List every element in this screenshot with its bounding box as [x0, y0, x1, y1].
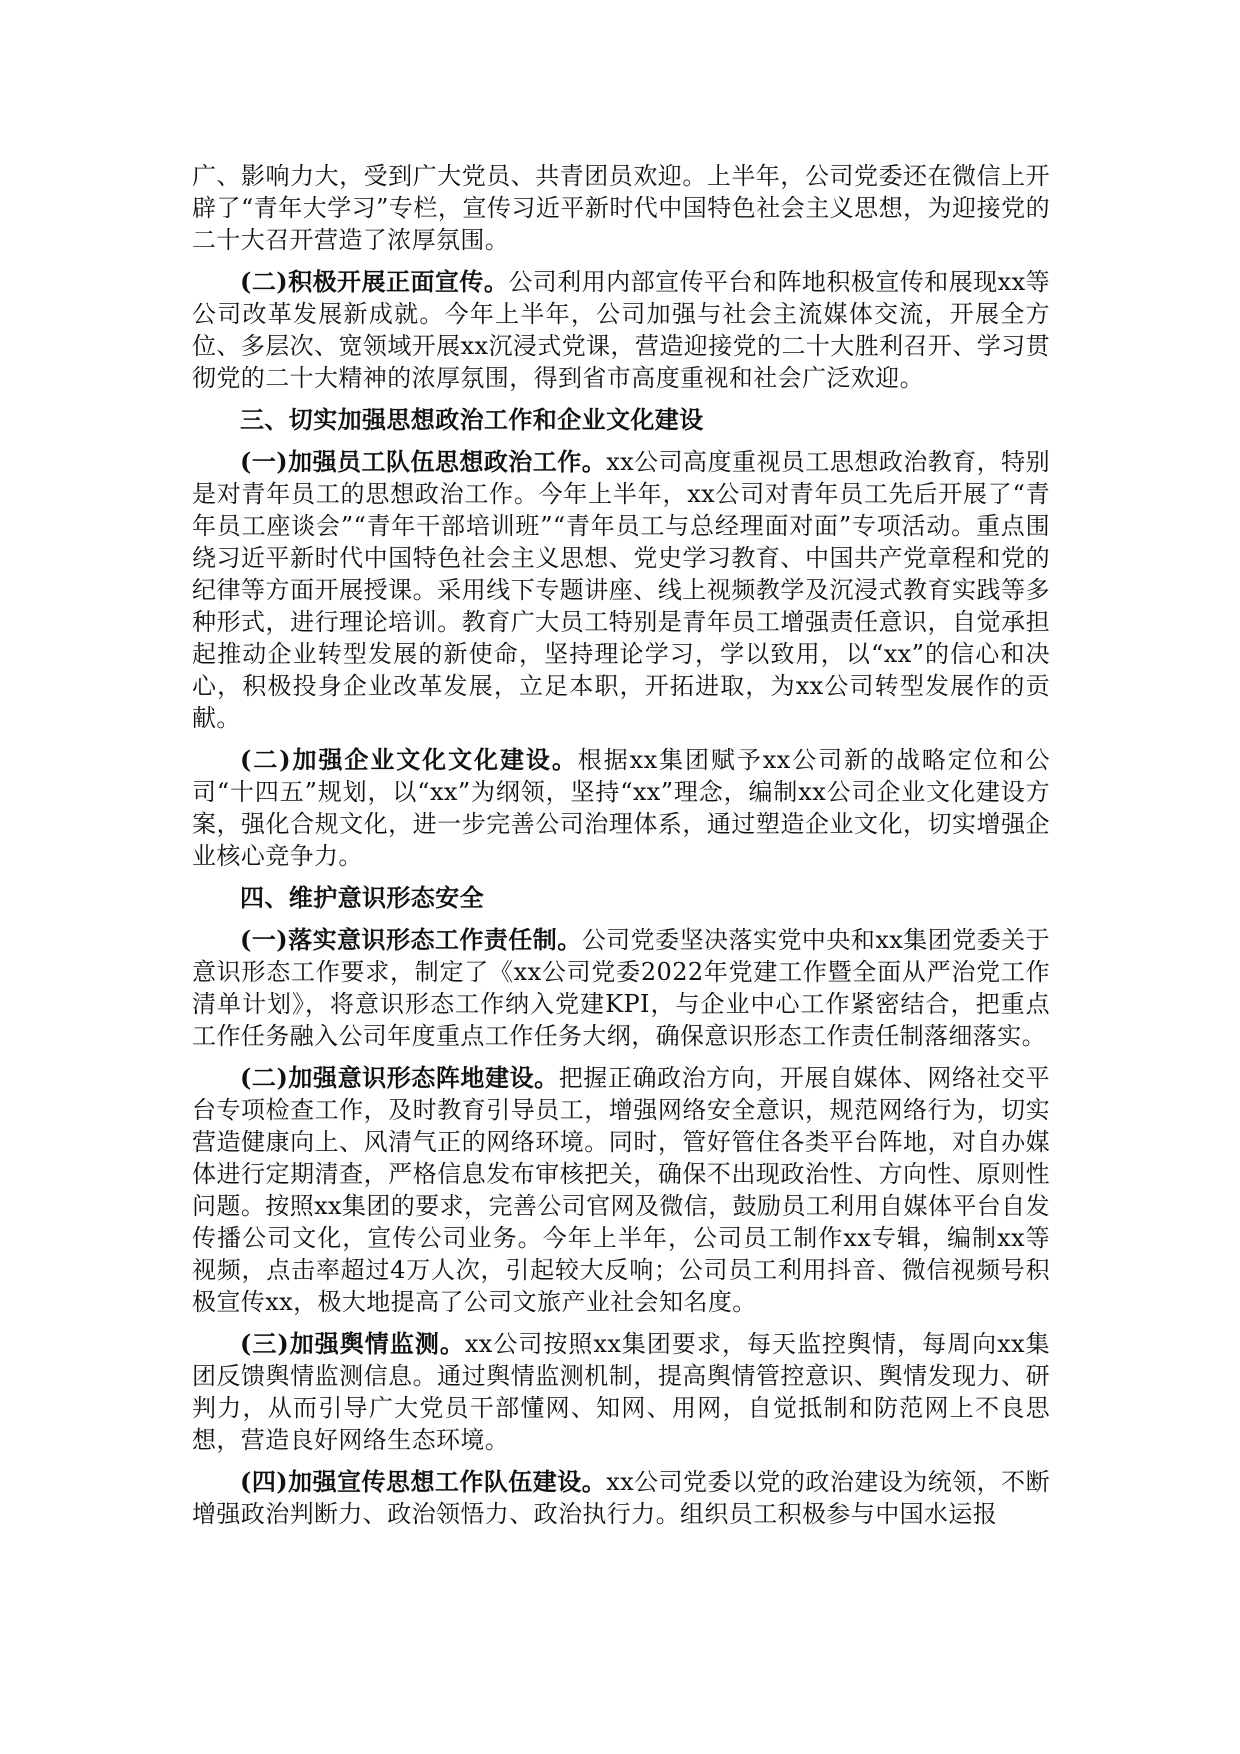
section-heading-four: [192, 882, 1050, 914]
paragraph-lead: (四)加强宣传思想工作队伍建设。: [240, 1467, 607, 1496]
paragraph-text: xx公司党委以党的政治建设为统领，不断增强政治判断力、政治领悟力、政治执行力。组织员工积极参与中国水运报: [192, 1468, 1050, 1528]
paragraph-opinion-monitoring: [192, 1328, 1050, 1456]
paragraph-responsibility-system: [192, 924, 1050, 1052]
section-heading-text: 三、切实加强思想政治工作和企业文化建设: [240, 406, 704, 434]
paragraph-continuation: [192, 160, 1050, 256]
document-page: [192, 160, 1050, 1540]
section-heading-three: [192, 404, 1050, 436]
paragraph-text: xx公司高度重视员工思想政治教育，特别是对青年员工的思想政治工作。今年上半年，xx公司对青年员工先后开展了“青年员工座谈会”“青年干部培训班”“青年员工与总经理面对面”专项活动。重点围绕习近平新时代中国特色社会主义思想、党史学习教育、中国共产党章程和党的纪律等方面开展授课。采用线下专题讲座、线上视频教学及沉浸式教育实践等多种形式，进行理论培训。教育广大员工特别是青年员工增强责任意识，自觉承担起推动企业转型发展的新使命，坚持理论学习，学以致用，以“xx”的信心和决心，积极投身企业改革发展，立足本职，开拓进取，为xx公司转型发展作的贡献。: [192, 448, 1050, 732]
paragraph-staff-ideology: [192, 446, 1050, 734]
paragraph-corporate-culture: [192, 744, 1050, 872]
paragraph-text: 公司利用内部宣传平台和阵地积极宣传和展现xx等公司改革发展新成就。今年上半年，公司加强与社会主流媒体交流，开展全方位、多层次、宽领域开展xx沉浸式党课，营造迎接党的二十大胜利召开、学习贯彻党的二十大精神的浓厚氛围，得到省市高度重视和社会广泛欢迎。: [192, 268, 1050, 392]
paragraph-lead: (二)积极开展正面宣传。: [240, 267, 509, 296]
paragraph-text: 公司党委坚决落实党中央和xx集团党委关于意识形态工作要求，制定了《xx公司党委2022年党建工作暨全面从严治党工作清单计划》，将意识形态工作纳入党建KPI，与企业中心工作紧密结合，把重点工作任务融入公司年度重点工作任务大纲，确保意识形态工作责任制落细落实。: [192, 926, 1050, 1050]
paragraph-text: 把握正确政治方向，开展自媒体、网络社交平台专项检查工作，及时教育引导员工，增强网络安全意识，规范网络行为，切实营造健康向上、风清气正的网络环境。同时，管好管住各类平台阵地，对自办媒体进行定期清查，严格信息发布审核把关，确保不出现政治性、方向性、原则性问题。按照xx集团的要求，完善公司官网及微信，鼓励员工利用自媒体平台自发传播公司文化，宣传公司业务。今年上半年，公司员工制作xx专辑，编制xx等视频，点击率超过4万人次，引起较大反响；公司员工利用抖音、微信视频号积极宣传xx，极大地提高了公司文旅产业社会知名度。: [192, 1064, 1051, 1316]
paragraph-lead: (二)加强企业文化文化建设。: [240, 745, 578, 774]
section-heading-text: 四、维护意识形态安全: [240, 884, 484, 912]
paragraph-lead: (一)加强员工队伍思想政治工作。: [240, 447, 607, 476]
paragraph-lead: (一)落实意识形态工作责任制。: [240, 925, 582, 954]
paragraph-lead: (二)加强意识形态阵地建设。: [240, 1063, 559, 1092]
paragraph-text: 广、影响力大，受到广大党员、共青团员欢迎。上半年，公司党委还在微信上开辟了“青年大学习”专栏，宣传习近平新时代中国特色社会主义思想，为迎接党的二十大召开营造了浓厚氛围。: [192, 162, 1050, 254]
paragraph-positive-publicity: [192, 266, 1050, 394]
paragraph-lead: (三)加强舆情监测。: [240, 1329, 465, 1358]
paragraph-text: xx公司按照xx集团要求，每天监控舆情，每周向xx集团反馈舆情监测信息。通过舆情监测机制，提高舆情管控意识、舆情发现力、研判力，从而引导广大党员干部懂网、知网、用网，自觉抵制和防范网上不良思想，营造良好网络生态环境。: [192, 1330, 1050, 1454]
paragraph-team-building: [192, 1466, 1050, 1530]
paragraph-position-construction: [192, 1062, 1050, 1318]
paragraph-text: 根据xx集团赋予xx公司新的战略定位和公司“十四五”规划，以“xx”为纲领，坚持“xx”理念，编制xx公司企业文化建设方案，强化合规文化，进一步完善公司治理体系，通过塑造企业文化，切实增强企业核心竞争力。: [192, 746, 1051, 870]
